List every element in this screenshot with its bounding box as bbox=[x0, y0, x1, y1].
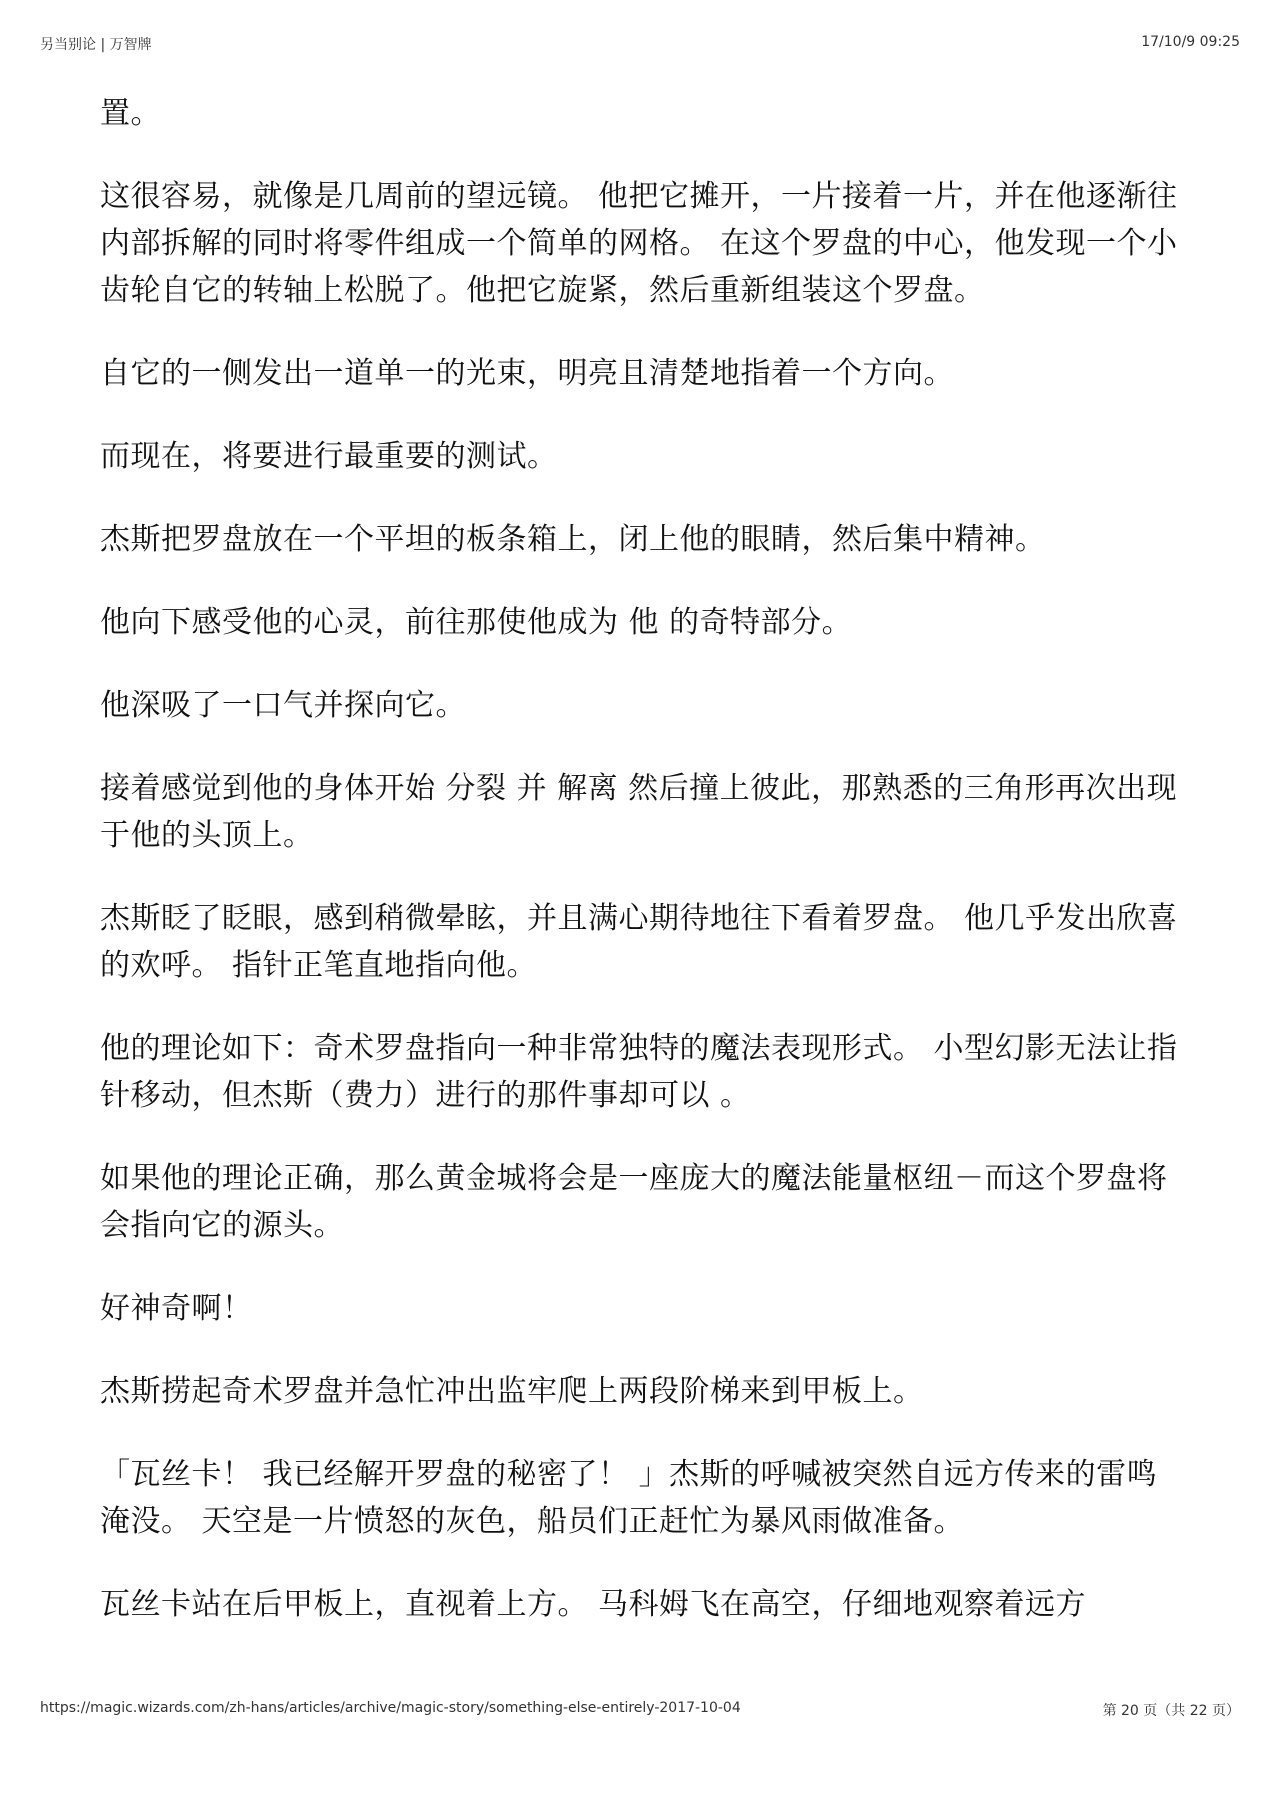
paragraph: 瓦丝卡站在后甲板上，直视着上方。 马科姆飞在高空，仔细地观察着远方 bbox=[100, 1587, 1087, 1622]
paragraph: 杰斯把罗盘放在一个平坦的板条箱上，闭上他的眼睛，然后集中精神。 bbox=[100, 522, 1046, 557]
paragraph: 他向下感受他的心灵，前往那使他成为 他 的奇特部分。 bbox=[100, 605, 853, 640]
paragraph: 好神奇啊！ bbox=[100, 1291, 253, 1326]
paragraph: 自它的一侧发出一道单一的光束，明亮且清楚地指着一个方向。 bbox=[100, 356, 954, 391]
print-footer bbox=[40, 1700, 1240, 1720]
paragraph: 杰斯眨了眨眼，感到稍微晕眩，并且满心期待地往下看着罗盘。 他几乎发出欣喜的欢呼。 指针正笔直地指向他。 bbox=[100, 901, 1178, 983]
paragraph: 而现在，将要进行最重要的测试。 bbox=[100, 439, 558, 474]
paragraph: 「瓦丝卡！ 我已经解开罗盘的秘密了！ 」杰斯的呼喊被突然自远方传来的雷鸣淹没。 天空是一片愤怒的灰色，船员们正赶忙为暴风雨做准备。 bbox=[100, 1457, 1158, 1539]
paragraph: 置。 bbox=[100, 96, 161, 131]
paragraph: 他深吸了一口气并探向它。 bbox=[100, 688, 466, 723]
page-title: 另当别论 | 万智牌 bbox=[40, 37, 152, 53]
print-datetime: 17/10/9 09:25 bbox=[1141, 34, 1240, 50]
paragraph: 接着感觉到他的身体开始 分裂 并 解离 然后撞上彼此，那熟悉的三角形再次出现于他的头顶上。 bbox=[100, 771, 1178, 853]
page-number: 第 20 页（共 22 页） bbox=[1102, 1703, 1240, 1719]
paragraph: 如果他的理论正确，那么黄金城将会是一座庞大的魔法能量枢纽－而这个罗盘将会指向它的源头。 bbox=[100, 1161, 1168, 1243]
paragraph: 他的理论如下：奇术罗盘指向一种非常独特的魔法表现形式。 小型幻影无法让指针移动，但杰斯（费力）进行的那件事却可以 。 bbox=[100, 1031, 1178, 1113]
paragraph: 这很容易，就像是几周前的望远镜。 他把它摊开，一片接着一片，并在他逐渐往内部拆解的同时将零件组成一个简单的网格。 在这个罗盘的中心，他发现一个小齿轮自它的转轴上松脱了。他把它旋紧，然后重新组装这个罗盘。 bbox=[100, 179, 1178, 308]
page-url[interactable]: https://magic.wizards.com/zh-hans/articles/archive/magic-story/something-else-entirely-2017-10-04 bbox=[40, 1700, 741, 1716]
print-header bbox=[40, 34, 1240, 54]
article-body bbox=[100, 90, 1185, 1664]
paragraph: 杰斯捞起奇术罗盘并急忙冲出监牢爬上两段阶梯来到甲板上。 bbox=[100, 1374, 924, 1409]
